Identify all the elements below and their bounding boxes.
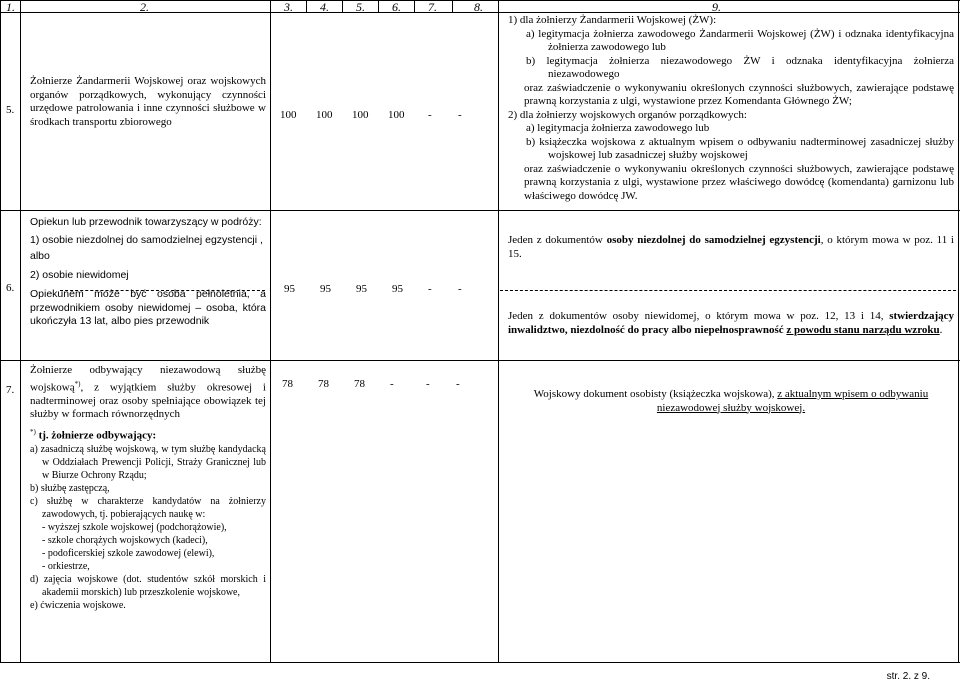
header-col-2: 2. [140,0,149,14]
row-7-note-list [30,443,266,612]
row-7-documents [508,388,954,415]
row-6-doc-1-post: , o którym mowa w poz. 11 i 15. [508,234,954,260]
row-6-desc-option-1: 1) osobie niezdolnej do samodzielnej egzystencji , [30,233,263,246]
row-7-desc-pre: Żołnierze odbywający niezawodową służbę wojskową [30,364,266,394]
row-6-bottom-rule [0,360,960,361]
row-5-value-7: - [428,109,432,121]
row-7-note-marker: *) [30,427,36,436]
row-7-value-3: 78 [282,378,293,390]
col-1-divider [20,0,21,662]
row-5-doc-zw-a: a) legitymacja żołnierza zawodowego Żandarmerii Wojskowej (ŻW) i odznaka identyfikacyjna żołnierza zawodowego lub [526,27,954,53]
row-6-doc-1-pre: Jeden z dokumentów [508,234,607,246]
row-5-doc-zw-heading: 1) dla żołnierzy Żandarmerii Wojskowej (ŻW): [508,14,717,26]
row-6-description [30,216,266,329]
row-7-sub-item-2: - szkole chorążych wojskowych (kadeci), [42,534,208,546]
col-6-divider [414,0,415,13]
row-6-number: 6. [6,282,15,294]
row-7-value-4: 78 [318,378,329,390]
row-6-doc-2-pre: Jeden z dokumentów osoby niewidomej, o którym mowa w poz. 12, 13 i 14, [508,310,890,322]
row-6-value-8: - [458,283,462,295]
row-7-item-e: e) ćwiczenia wojskowe. [30,599,126,611]
row-7-sub-item-4: - orkiestrze, [42,560,90,572]
row-7-sub-item-1: - wyższej szkole wojskowej (podchorążowie), [42,521,227,533]
row-5-value-3: 100 [280,109,297,121]
row-6-value-6: 95 [392,283,403,295]
row-6-values [284,283,472,295]
row-5-value-5: 100 [352,109,369,121]
col-5-divider [378,0,379,13]
row-5-number: 5. [6,104,15,116]
header-col-3: 3. [284,0,293,14]
row-6-doc-1-bold: osoby niezdolnej do samodzielnej egzystencji [606,234,821,246]
row-7-item-c: c) służbę w charakterze kandydatów na żołnierzy zawodowych, tj. pobierających naukę w: [30,495,266,520]
row-7-number: 7. [6,384,15,396]
row-6-desc-title: Opiekun lub przewodnik towarzyszący w podróży: [30,216,262,228]
row-6-documents-2 [508,310,954,337]
col-7-divider [452,0,453,13]
row-7-value-7: - [426,378,430,390]
row-5-doc-wop-b: b) książeczka wojskowa z aktualnym wpisem o odbywaniu nadterminowej zasadniczej służby wojskowej lub zasadniczej służby wojskowej [526,135,954,161]
row-5-doc-wop-c: oraz zaświadczenie o wykonywaniu określonych czynności służbowych, zawierające podstawę prawną korzystania z ulgi, wystawione przez właściwego dowódcę (komendanta) garnizonu lub właściwego dowódcę JW. [524,162,954,202]
row-5-bottom-rule [0,210,960,211]
header-col-5: 5. [356,0,365,14]
row-7-bottom-rule [0,662,960,663]
col-right-edge [958,0,959,662]
row-7-description [30,364,266,612]
row-5-value-4: 100 [316,109,333,121]
row-7-footnote-marker: *) [74,379,81,388]
row-5-doc-wop-a: a) legitymacja żołnierza zawodowego lub [526,122,710,134]
row-5-value-6: 100 [388,109,405,121]
row-6-value-4: 95 [320,283,331,295]
row-6-desc-option-2: 2) osobie niewidomej [30,268,129,281]
header-col-1: 1. [6,0,15,14]
row-7-sub-list [30,521,266,573]
row-6-desc-note: Opiekunem może być osoba pełnoletnia, a przewodnikiem osoby niewidomej – osoba, która ukończyła 13 lat, albo pies przewodnik [30,288,266,327]
row-7-desc-post: , z wyjątkiem służby okresowej i nadterminowej oraz osoby spełniające obowiązek tej służby w formach równorzędnych [30,381,266,421]
row-6-doc-2-bold: stwierdzający inwalidztwo, niezdolność do pracy albo niepełnosprawność [508,310,954,336]
row-7-value-5: 78 [354,378,365,390]
row-7-note-title [30,426,266,443]
col-4-divider [342,0,343,13]
col-8-divider [498,0,499,662]
col-left-edge [0,0,1,662]
row-7-value-8: - [456,378,460,390]
row-7-item-b: b) służbę zastępczą, [30,482,110,494]
row-6-dash-separator-right [500,290,956,291]
row-6-value-7: - [428,283,432,295]
row-6-desc-or: albo [30,250,50,262]
row-6-doc-2-underlined: z powodu stanu narządu wzroku [786,323,940,336]
row-5-doc-zw-c: oraz zaświadczenie o wykonywaniu określonych czynności służbowych, zawierające podstawę prawną korzystania z ulgi, wystawione przez Komendanta Głównego ŻW; [524,81,954,107]
row-5-description: Żołnierze Żandarmerii Wojskowej oraz wojskowych organów porządkowych, wykonujący czynności urzędowe patrolowania i inne czynności służbowe w środkach transportu zbiorowego [30,75,266,128]
row-6-documents-1 [508,234,954,261]
row-6-value-5: 95 [356,283,367,295]
row-7-values [282,378,470,390]
row-6-doc-2-end: . [939,323,943,336]
row-6-value-3: 95 [284,283,295,295]
row-7-sub-item-3: - podoficerskiej szkole zawodowej (elewi), [42,547,215,559]
row-5-values [280,109,472,121]
row-7-value-6: - [390,378,394,390]
row-5-documents [508,14,954,203]
row-6-dash-separator-left [60,290,265,291]
row-5-doc-wop-heading: 2) dla żołnierzy wojskowych organów porządkowych: [508,108,747,121]
row-5-doc-zw-b: b) legitymacja żołnierza niezawodowego ŻW i odznaka identyfikacyjna żołnierza niezawodowego [526,54,954,80]
col-2-divider [270,0,271,662]
col-3-divider [306,0,307,13]
row-7-item-d: d) zajęcia wojskowe (dot. studentów szkół morskich i akademii morskich) lub przeszkolenie wojskowe, [30,573,266,598]
header-col-6: 6. [392,0,401,14]
page-number: str. 2. z 9. [886,671,930,682]
row-7-item-a: a) zasadniczą służbę wojskową, w tym służbę kandydacką w Oddziałach Prewencji Policji, Straży Granicznej lub w Biurze Ochrony Rządu; [30,443,266,481]
row-7-doc-pre: Wojskowy dokument osobisty (książeczka wojskowa), [533,388,778,400]
row-7-note-heading: tj. żołnierze odbywający: [38,429,157,442]
header-col-8: 8. [474,0,483,14]
header-col-4: 4. [320,0,329,14]
row-7-desc-main [30,364,266,422]
row-5-value-8: - [458,109,462,121]
header-col-7: 7. [428,0,437,14]
row-7-doc-underlined: z aktualnym wpisem o odbywaniu niezawodowej służby wojskowej. [656,388,929,414]
header-col-9: 9. [712,0,721,14]
